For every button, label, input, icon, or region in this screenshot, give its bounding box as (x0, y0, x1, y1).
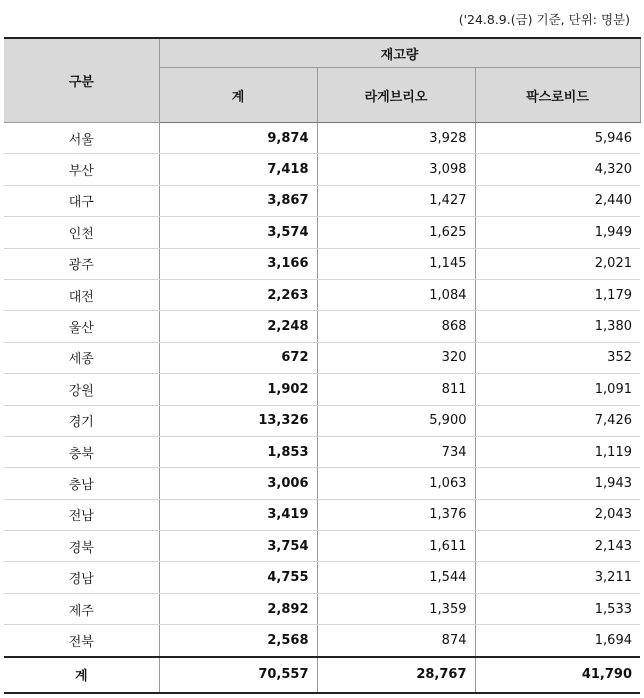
table-row (4, 123, 640, 154)
paxlovid-cell: 2,143 (475, 531, 640, 562)
region-cell: 전남 (4, 499, 159, 530)
region-cell: 충남 (4, 468, 159, 499)
total-cell: 3,166 (159, 248, 317, 279)
table-body (4, 123, 640, 657)
lagevrio-cell: 874 (317, 625, 475, 657)
paxlovid-cell: 2,021 (475, 248, 640, 279)
total-cell: 2,248 (159, 311, 317, 342)
region-cell: 울산 (4, 311, 159, 342)
lagevrio-cell: 5,900 (317, 405, 475, 436)
region-cell: 전북 (4, 625, 159, 657)
region-cell: 대구 (4, 185, 159, 216)
region-cell: 광주 (4, 248, 159, 279)
paxlovid-cell: 2,043 (475, 499, 640, 530)
region-cell: 세종 (4, 342, 159, 373)
table-row (4, 436, 640, 467)
region-cell: 강원 (4, 374, 159, 405)
total-cell: 1,902 (159, 374, 317, 405)
lagevrio-cell: 320 (317, 342, 475, 373)
paxlovid-cell: 1,943 (475, 468, 640, 499)
total-cell: 3,419 (159, 499, 317, 530)
region-cell: 충북 (4, 436, 159, 467)
paxlovid-cell: 2,440 (475, 185, 640, 216)
paxlovid-cell: 1,533 (475, 593, 640, 624)
region-cell: 대전 (4, 279, 159, 310)
table-row (4, 217, 640, 248)
total-cell: 2,892 (159, 593, 317, 624)
table-row (4, 279, 640, 310)
table-row (4, 311, 640, 342)
table-row (4, 593, 640, 624)
total-row-lagevrio: 28,767 (317, 657, 475, 693)
lagevrio-cell: 1,611 (317, 531, 475, 562)
lagevrio-cell: 1,427 (317, 185, 475, 216)
lagevrio-cell: 3,928 (317, 123, 475, 154)
total-row-label: 계 (4, 657, 159, 693)
lagevrio-cell: 1,625 (317, 217, 475, 248)
header-total: 계 (159, 68, 317, 123)
table-row (4, 374, 640, 405)
total-cell: 13,326 (159, 405, 317, 436)
paxlovid-cell: 1,179 (475, 279, 640, 310)
total-cell: 2,568 (159, 625, 317, 657)
unit-note: ('24.8.9.(금) 기준, 단위: 명분) (458, 12, 630, 27)
lagevrio-cell: 811 (317, 374, 475, 405)
paxlovid-cell: 7,426 (475, 405, 640, 436)
lagevrio-cell: 3,098 (317, 154, 475, 185)
header-lagevrio: 라게브리오 (317, 68, 475, 123)
region-cell: 경기 (4, 405, 159, 436)
total-cell: 7,418 (159, 154, 317, 185)
total-cell: 3,867 (159, 185, 317, 216)
table-row (4, 499, 640, 530)
lagevrio-cell: 1,145 (317, 248, 475, 279)
total-row-total: 70,557 (159, 657, 317, 693)
lagevrio-cell: 1,359 (317, 593, 475, 624)
total-cell: 9,874 (159, 123, 317, 154)
paxlovid-cell: 1,091 (475, 374, 640, 405)
table-row (4, 154, 640, 185)
lagevrio-cell: 1,544 (317, 562, 475, 593)
table-row (4, 531, 640, 562)
table-row (4, 248, 640, 279)
lagevrio-cell: 1,084 (317, 279, 475, 310)
lagevrio-cell: 868 (317, 311, 475, 342)
region-cell: 서울 (4, 123, 159, 154)
lagevrio-cell: 1,063 (317, 468, 475, 499)
paxlovid-cell: 3,211 (475, 562, 640, 593)
region-cell: 경북 (4, 531, 159, 562)
table-row (4, 625, 640, 657)
region-cell: 제주 (4, 593, 159, 624)
paxlovid-cell: 1,380 (475, 311, 640, 342)
table-row (4, 185, 640, 216)
header-gubun: 구분 (4, 38, 159, 123)
table-row (4, 405, 640, 436)
header-paxlovid: 팍스로비드 (475, 68, 640, 123)
paxlovid-cell: 1,119 (475, 436, 640, 467)
total-cell: 1,853 (159, 436, 317, 467)
region-cell: 인천 (4, 217, 159, 248)
paxlovid-cell: 5,946 (475, 123, 640, 154)
header-stock-group: 재고량 (159, 38, 640, 68)
total-cell: 2,263 (159, 279, 317, 310)
lagevrio-cell: 1,376 (317, 499, 475, 530)
total-cell: 4,755 (159, 562, 317, 593)
total-row (4, 657, 640, 693)
table-row (4, 562, 640, 593)
total-cell: 672 (159, 342, 317, 373)
paxlovid-cell: 1,694 (475, 625, 640, 657)
table-row (4, 468, 640, 499)
paxlovid-cell: 352 (475, 342, 640, 373)
paxlovid-cell: 4,320 (475, 154, 640, 185)
total-row-paxlovid: 41,790 (475, 657, 640, 693)
paxlovid-cell: 1,949 (475, 217, 640, 248)
lagevrio-cell: 734 (317, 436, 475, 467)
total-cell: 3,574 (159, 217, 317, 248)
stock-table (4, 37, 641, 694)
total-cell: 3,006 (159, 468, 317, 499)
total-cell: 3,754 (159, 531, 317, 562)
region-cell: 경남 (4, 562, 159, 593)
region-cell: 부산 (4, 154, 159, 185)
table-row (4, 342, 640, 373)
